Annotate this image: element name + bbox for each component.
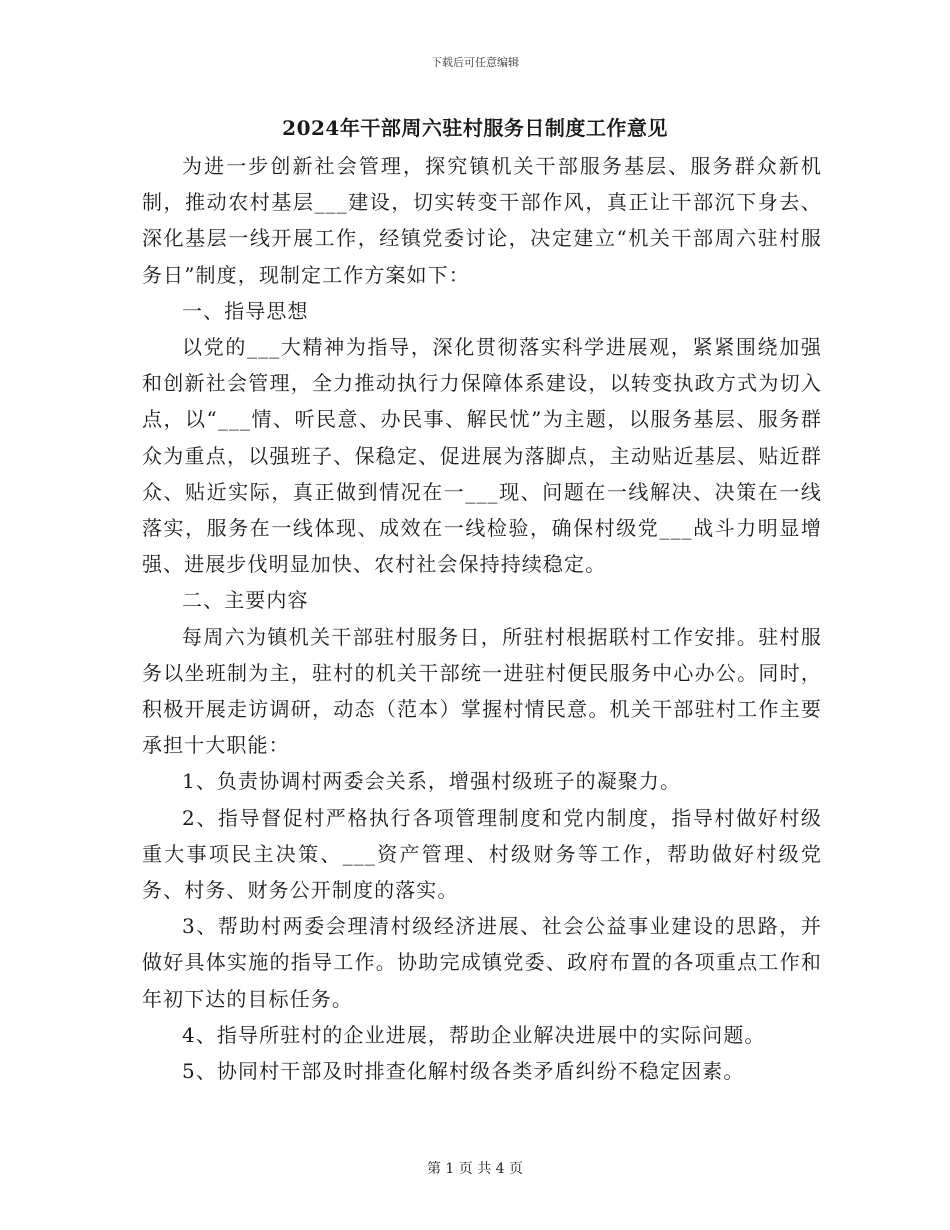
paragraph-guiding-ideology: 以党的___大精神为指导，深化贯彻落实科学进展观，紧紧围绕加强和创新社会管理，全力推动执行力保障体系建设，以转变执政方式为切入点，以“___情、听民意、办民事、解民忧”为主题，以服务基层、服务群众为重点，以强班子、保稳定、促进展为落脚点，主动贴近基层、贴近群众、贴近实际，真正做到情况在一___现、问题在一线解决、决策在一线落实，服务在一线体现、成效在一线检验，确保村级党___战斗力明显增强、进展步伐明显加快、农村社会保持持续稳定。: [142, 335, 822, 577]
list-item-2: 2、指导督促村严格执行各项管理制度和党内制度，指导村做好村级重大事项民主决策、___资产管理、村级财务等工作，帮助做好村级党务、村务、财务公开制度的落实。: [142, 805, 822, 903]
list-item-3: 3、帮助村两委会理清村级经济进展、社会公益事业建设的思路，并做好具体实施的指导工作。协助完成镇党委、政府布置的各项重点工作和年初下达的目标任务。: [142, 914, 822, 1011]
paragraph-main-content: 每周六为镇机关干部驻村服务日，所驻村根据联村工作安排。驻村服务以坐班制为主，驻村的机关干部统一进驻村便民服务中心办公。同时，积极开展走访调研，动态（范本）掌握村情民意。机关干部驻村工作主要承担十大职能：: [142, 624, 822, 758]
document-body: [142, 148, 822, 1089]
list-item-1: 1、负责协调村两委会关系，增强村级班子的凝聚力。: [182, 769, 682, 794]
list-item-5: 5、协同村干部及时排查化解村级各类矛盾纠纷不稳定因素。: [182, 1059, 745, 1084]
document-title: 2024年干部周六驻村服务日制度工作意见: [282, 116, 668, 140]
header-note: 下载后可任意编辑: [431, 56, 519, 69]
page-footer: 第 1 页 共 4 页: [426, 1161, 524, 1177]
section-heading-guiding-ideology: 一、指导思想: [182, 298, 309, 323]
section-heading-main-content: 二、主要内容: [182, 588, 309, 613]
paragraph-intro: 为进一步创新社会管理，探究镇机关干部服务基层、服务群众新机制，推动农村基层___建设，切实转变干部作风，真正让干部沉下身去、深化基层一线开展工作，经镇党委讨论，决定建立“机关干部周六驻村服务日”制度，现制定工作方案如下：: [142, 154, 822, 287]
list-item-4: 4、指导所驻村的企业进展，帮助企业解决进展中的实际问题。: [182, 1022, 766, 1047]
